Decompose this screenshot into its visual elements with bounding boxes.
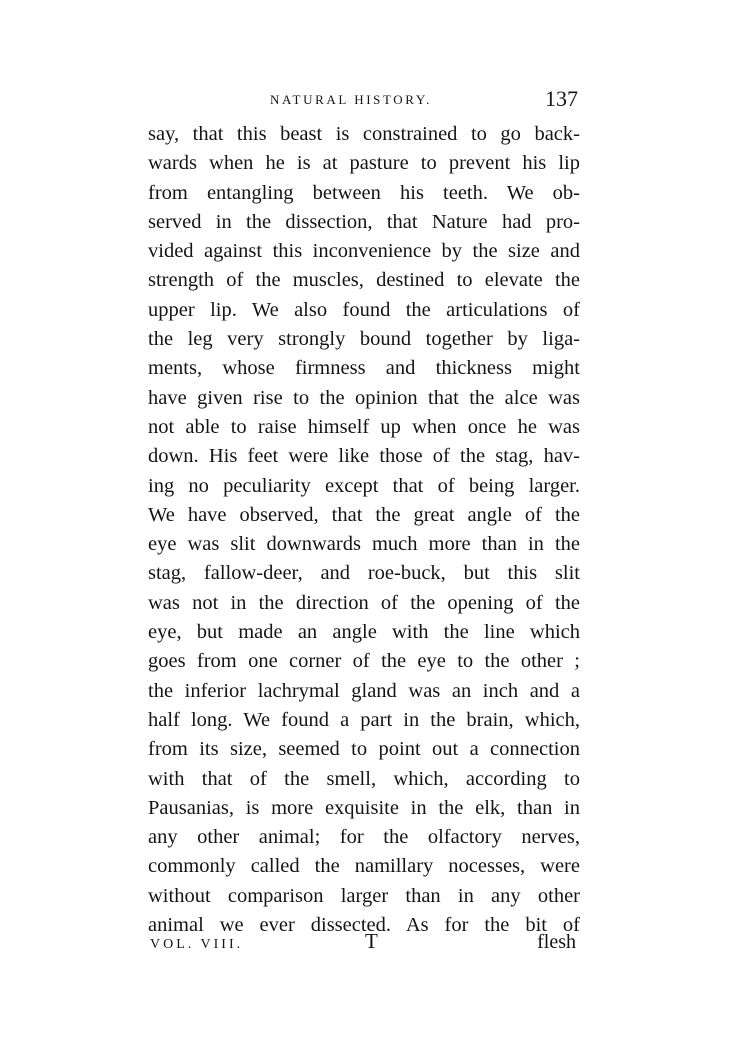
text-line: the inferior lachrymal gland was an inch and a xyxy=(148,679,580,702)
text-line: served in the dissection, that Nature had pro- xyxy=(148,210,580,233)
page-number: 137 xyxy=(545,86,578,111)
text-line: vided against this inconvenience by the size and xyxy=(148,240,580,263)
text-line: commonly called the namillary nocesses, were xyxy=(148,855,580,878)
signature-mark: T xyxy=(365,929,378,953)
text-line: have given rise to the opinion that the alce was xyxy=(148,386,580,409)
page-header xyxy=(150,86,580,116)
text-line: any other animal; for the olfactory nerves, xyxy=(148,826,580,849)
text-line: eye, but made an angle with the line which xyxy=(148,621,580,644)
text-line: the leg very strongly bound together by liga- xyxy=(148,328,580,351)
text-line: upper lip. We also found the articulations of xyxy=(148,298,580,321)
text-line: stag, fallow-deer, and roe-buck, but this slit xyxy=(148,562,580,585)
text-line: was not in the direction of the opening of the xyxy=(148,591,580,614)
text-line: goes from one corner of the eye to the other ; xyxy=(148,650,580,673)
text-line: We have observed, that the great angle of the xyxy=(148,503,580,526)
text-line: animal we ever dissected. As for the bit of xyxy=(148,914,580,937)
text-line: down. His feet were like those of the stag, hav- xyxy=(148,445,580,468)
text-line: strength of the muscles, destined to elevate the xyxy=(148,269,580,292)
text-line: half long. We found a part in the brain, which, xyxy=(148,708,580,731)
text-line: ing no peculiarity except that of being larger. xyxy=(148,474,580,497)
text-line: wards when he is at pasture to prevent his lip xyxy=(148,152,580,175)
text-line: from entangling between his teeth. We ob- xyxy=(148,181,580,204)
text-line: say, that this beast is constrained to go back- xyxy=(148,123,580,145)
page-footer xyxy=(150,925,580,961)
text-line: from its size, seemed to point out a connection xyxy=(148,738,580,761)
text-line: ments, whose firmness and thickness might xyxy=(148,357,580,380)
text-line: without comparison larger than in any other xyxy=(148,884,580,907)
body-text xyxy=(148,120,580,940)
text-line: with that of the smell, which, according to xyxy=(148,767,580,790)
text-line: not able to raise himself up when once he was xyxy=(148,415,580,438)
text-line: Pausanias, is more exquisite in the elk, than in xyxy=(148,796,580,819)
volume-signature: VOL. VIII. xyxy=(150,937,244,952)
running-head: NATURAL HISTORY. xyxy=(270,92,432,107)
catchword: flesh xyxy=(537,931,576,953)
text-line: eye was slit downwards much more than in the xyxy=(148,533,580,556)
